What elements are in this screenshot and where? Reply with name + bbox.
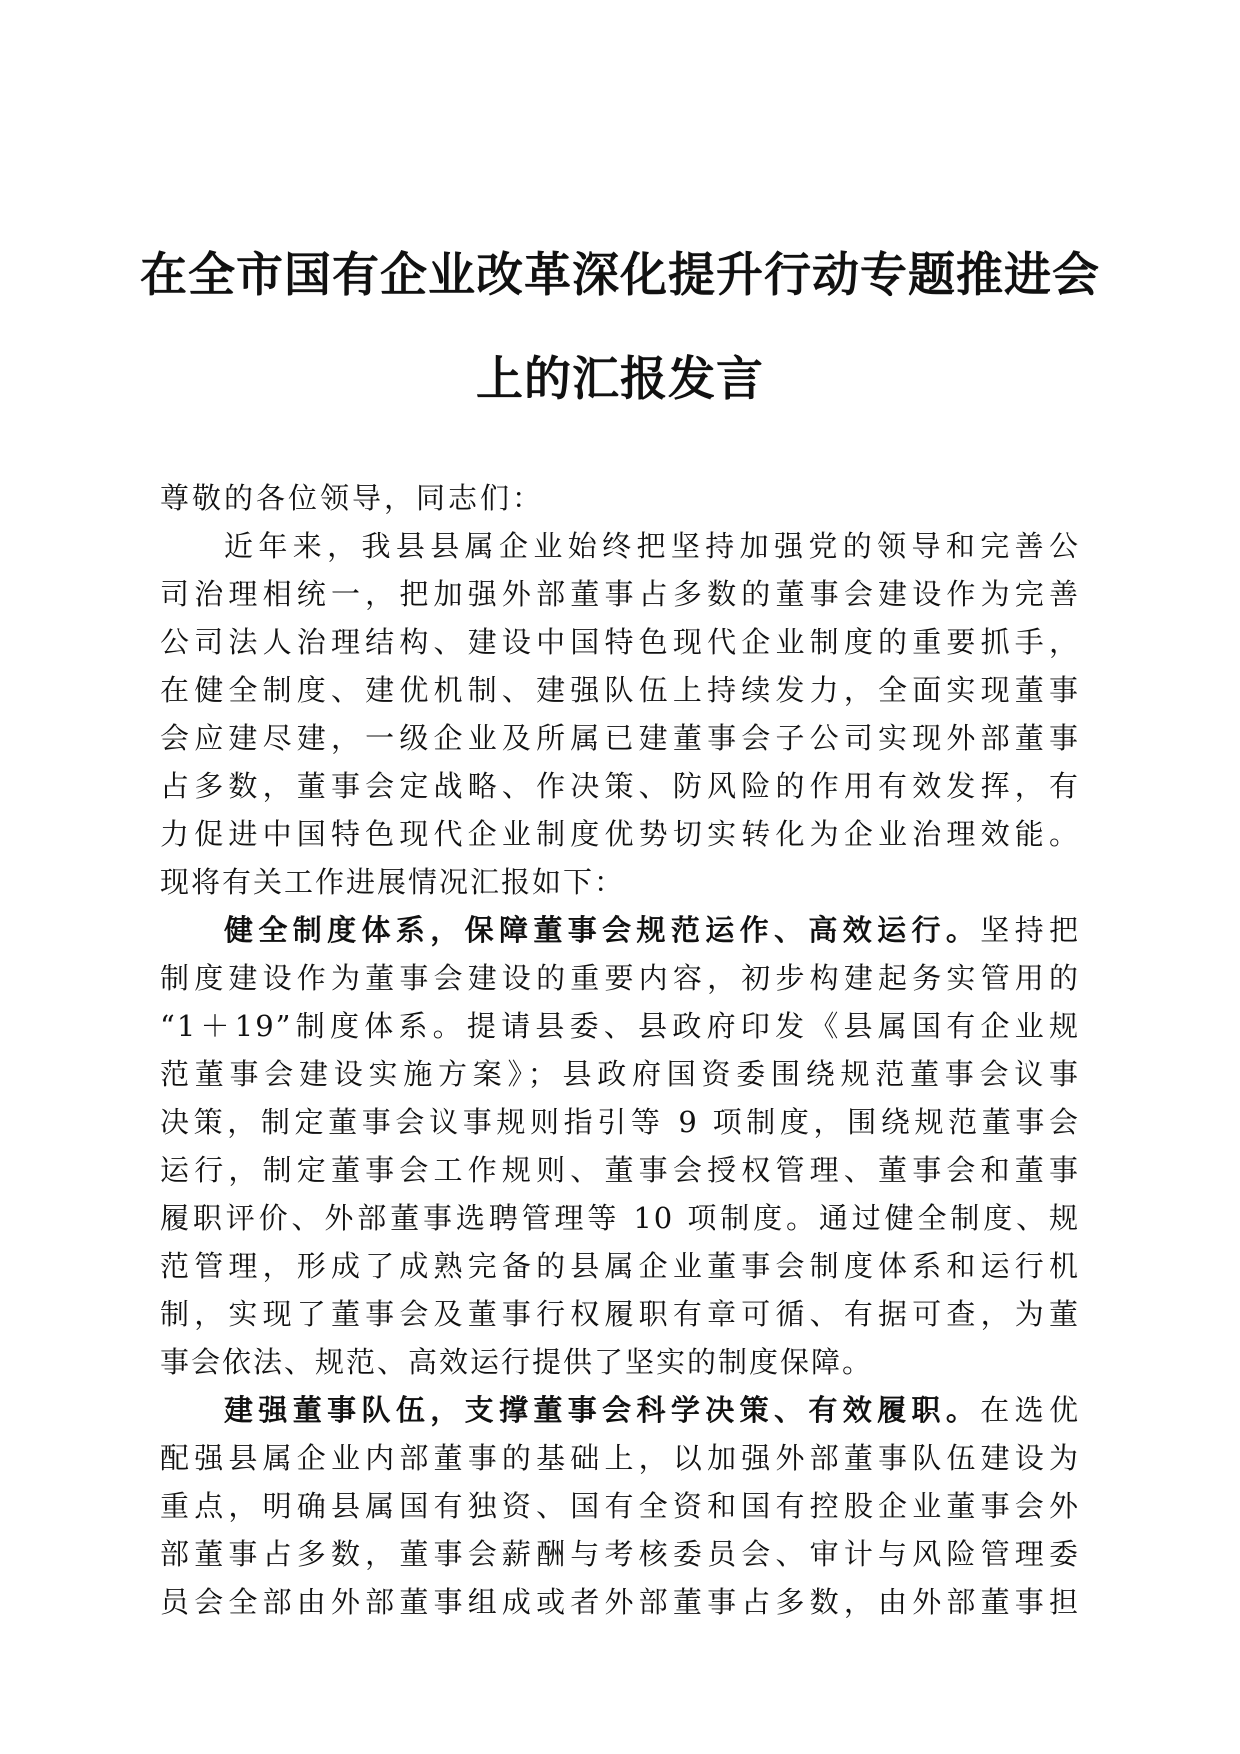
paragraph-line: 公司法人治理结构、建设中国特色现代企业制度的重要抓手， — [160, 625, 1080, 659]
section-2-heading: 建强董事队伍，支撑董事会科学决策、有效履职。 — [224, 1393, 981, 1427]
paragraph-line: 制，实现了董事会及董事行权履职有章可循、有据可查，为董 — [160, 1297, 1080, 1331]
paragraph-line: 员会全部由外部董事组成或者外部董事占多数，由外部董事担 — [160, 1585, 1080, 1619]
paragraph-line: 占多数，董事会定战略、作决策、防风险的作用有效发挥，有 — [160, 769, 1080, 803]
section-1-heading: 健全制度体系，保障董事会规范运作、高效运行。 — [224, 913, 981, 947]
section-1-first-line — [160, 906, 1080, 954]
paragraph-line: 履职评价、外部董事选聘管理等 10 项制度。通过健全制度、规 — [160, 1201, 1080, 1235]
paragraph-line: 近年来，我县县属企业始终把坚持加强党的领导和完善公 — [224, 529, 1080, 563]
document-title — [140, 224, 1100, 432]
section-2-first-line — [160, 1386, 1080, 1434]
paragraph-line: 事会依法、规范、高效运行提供了坚实的制度保障。 — [160, 1345, 874, 1379]
paragraph-line: 范管理，形成了成熟完备的县属企业董事会制度体系和运行机 — [160, 1249, 1080, 1283]
paragraph-line: 在健全制度、建优机制、建强队伍上持续发力，全面实现董事 — [160, 673, 1080, 707]
salutation: 尊敬的各位领导，同志们： — [160, 481, 545, 515]
paragraph-line: 决策，制定董事会议事规则指引等 9 项制度，围绕规范董事会 — [160, 1105, 1080, 1139]
intro-paragraph — [160, 522, 1080, 906]
paragraph-line: 现将有关工作进展情况汇报如下： — [160, 865, 626, 899]
section-2-paragraph — [160, 1386, 1080, 1626]
paragraph-line: 力促进中国特色现代企业制度优势切实转化为企业治理效能。 — [160, 817, 1080, 851]
paragraph-line: 范董事会建设实施方案》；县政府国资委围绕规范董事会议事 — [160, 1057, 1080, 1091]
section-2-first-line-rest: 在选优 — [980, 1393, 1080, 1427]
paragraph-line: 司治理相统一，把加强外部董事占多数的董事会建设作为完善 — [160, 577, 1080, 611]
paragraph-line: 重点，明确县属国有独资、国有全资和国有控股企业董事会外 — [160, 1489, 1080, 1523]
paragraph-line: 运行，制定董事会工作规则、董事会授权管理、董事会和董事 — [160, 1153, 1080, 1187]
title-line-2: 上的汇报发言 — [476, 352, 764, 407]
document-body — [160, 474, 1080, 1626]
paragraph-line: 会应建尽建，一级企业及所属已建董事会子公司实现外部董事 — [160, 721, 1080, 755]
paragraph-line: 制度建设作为董事会建设的重要内容，初步构建起务实管用的 — [160, 961, 1080, 995]
title-line-1: 在全市国有企业改革深化提升行动专题推进会 — [140, 248, 1100, 303]
paragraph-line: “1＋19”制度体系。提请县委、县政府印发《县属国有企业规 — [160, 1009, 1080, 1043]
paragraph-line: 配强县属企业内部董事的基础上，以加强外部董事队伍建设为 — [160, 1441, 1080, 1475]
section-1-paragraph — [160, 906, 1080, 1386]
section-1-first-line-rest: 坚持把 — [980, 913, 1080, 947]
paragraph-line: 部董事占多数，董事会薪酬与考核委员会、审计与风险管理委 — [160, 1537, 1080, 1571]
